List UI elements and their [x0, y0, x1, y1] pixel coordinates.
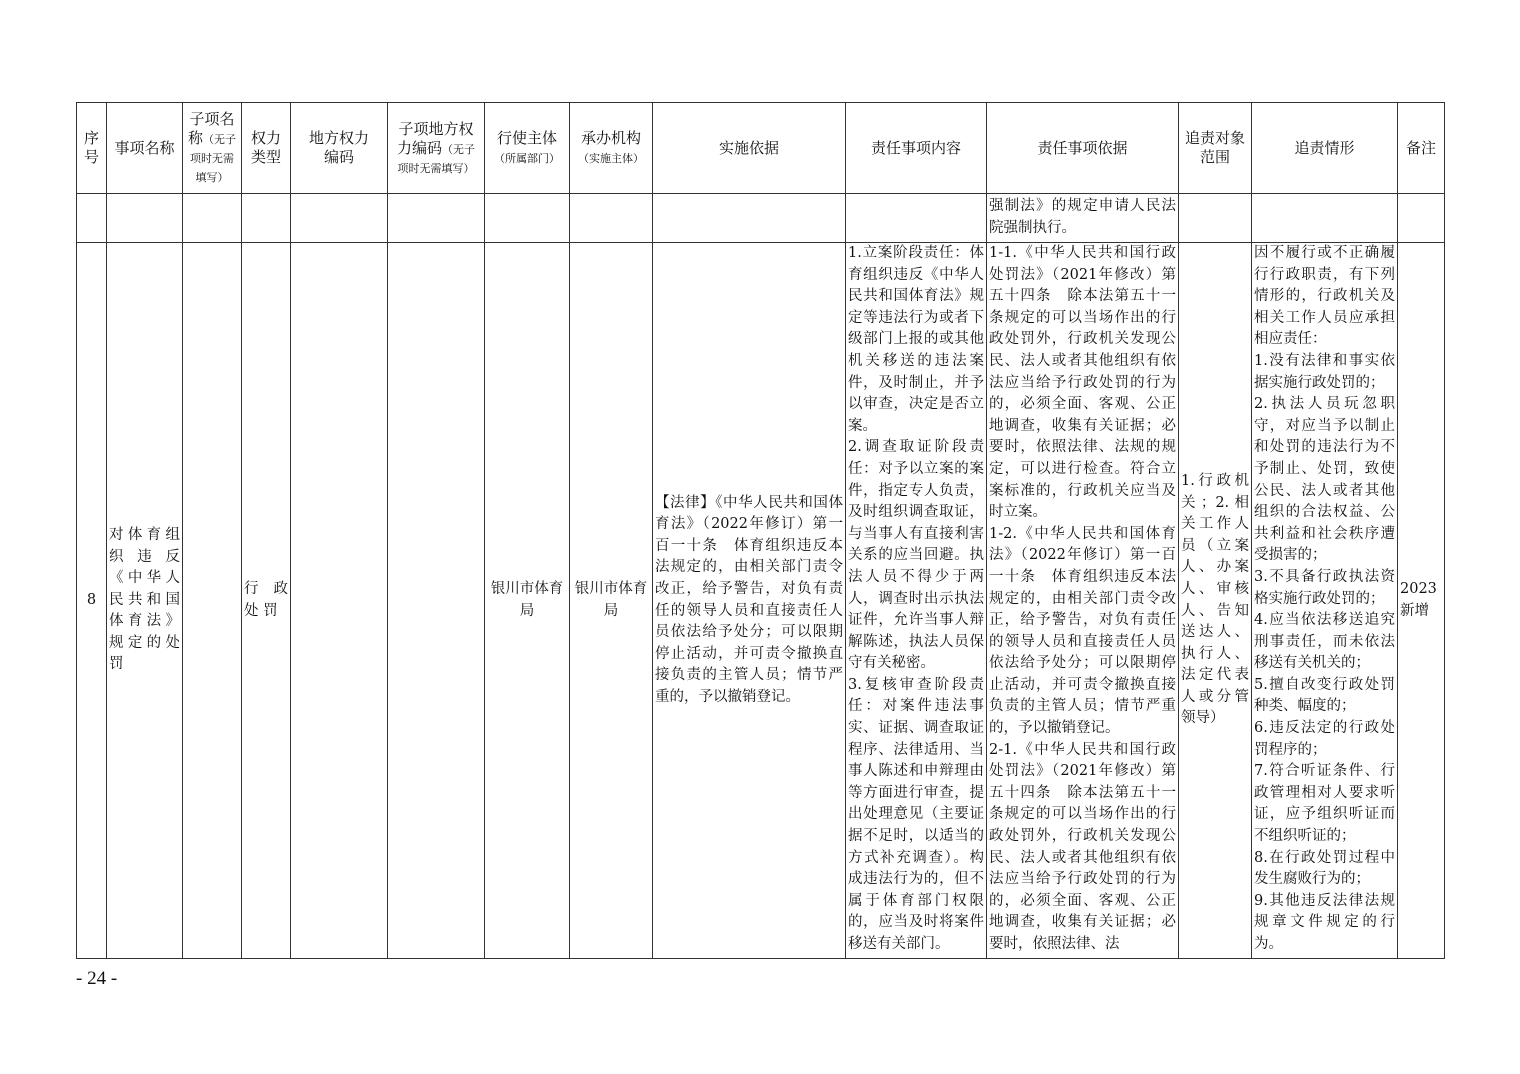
cell-item-name: 对体育组织违反《中华人民共和国体育法》规定的处罚 [107, 243, 183, 959]
header-sub-code-note: （无子 项时无需填写） [397, 142, 475, 175]
header-duty-basis: 责任事项依据 [987, 103, 1179, 194]
cont-cell [242, 194, 291, 243]
header-org [570, 103, 653, 194]
cont-cell [485, 194, 570, 243]
cell-seq: 8 [77, 243, 107, 959]
header-item-name: 事项名称 [107, 103, 183, 194]
header-duty-content: 责任事项内容 [846, 103, 987, 194]
cont-cell [653, 194, 846, 243]
header-sub-code [388, 103, 485, 194]
header-remark: 备注 [1398, 103, 1445, 194]
cont-cell [388, 194, 485, 243]
cont-cell [107, 194, 183, 243]
header-local-code: 地方权力 编码 [291, 103, 388, 194]
cont-duty-basis: 强制法》的规定申请人民法院强制执行。 [987, 194, 1179, 243]
header-scope: 追责对象 范围 [1179, 103, 1252, 194]
cont-cell [1179, 194, 1252, 243]
cell-remark: 2023新增 [1398, 243, 1445, 959]
cell-sub-code [388, 243, 485, 959]
header-subject-note: （所属部门） [494, 152, 560, 165]
header-sub-name [183, 103, 242, 194]
header-sub-name-main: 子项名 称 [187, 110, 235, 147]
cont-cell [291, 194, 388, 243]
cont-cell [846, 194, 987, 243]
header-org-note: （实施主体） [578, 152, 644, 165]
cell-duty-content: 1.立案阶段责任：体育组织违反《中华人民共和国体育法》规定等违法行为或者下级部门上报的或其他机关移送的违法案件，及时制止，并予以审查，决定是否立案。 2.调查取证阶段责任：对予以立案的案件，指定专人负责，及时组织调查取证，与当事人有直接利害关系的应当回避。执法人员不得少于两人，调查时出示执法证件，允许当事人辩解陈述，执法人员保守有关秘密。 3.复核审查阶段责任：对案件违法事实、证据、调查取证程序、法律适用、当事人陈述和申辩理由等方面进行审查，提出处理意见（主要证据不足时，以适当的方式补充调查）。构成违法行为的，但不属于体育部门权限的，应当及时将案件移送有关部门。 [846, 243, 987, 959]
cell-power-type: 行 政 处 罚 [242, 243, 291, 959]
cont-cell [570, 194, 653, 243]
header-row [77, 103, 1445, 194]
header-org-main: 承办机构 [580, 129, 641, 147]
page-number: - 24 - [76, 968, 118, 989]
cell-local-code [291, 243, 388, 959]
cont-cell [1398, 194, 1445, 243]
cell-scope: 1.行政机关；2.相关工作人员（立案人、办案人、审核人、告知送达人、执行人、法定代表人或分管领导） [1179, 243, 1252, 959]
header-subject-main: 行使主体 [496, 129, 557, 147]
header-sub-name-note: （无子 项时无需 填写） [190, 133, 236, 184]
header-power-type: 权力 类型 [242, 103, 291, 194]
cell-subject: 银川市体育局 [485, 243, 570, 959]
cell-situation: 因不履行或不正确履行行政职责，有下列情形的，行政机关及相关工作人员应承担相应责任： 1.没有法律和事实依据实施行政处罚的； 2.执法人员玩忽职守，对应当予以制止和处罚的违法行为不予制止、处罚，致使公民、法人或者其他组织的合法权益、公共利益和社会秩序遭受损害的； 3.不具备行政执法资格实施行政处罚的； 4.应当依法移送追究刑事责任，而未依法移送有关机关的； 5.擅自改变行政处罚种类、幅度的； 6.违反法定的行政处罚程序的； 7.符合听证条件、行政管理相对人要求听证，应予组织听证而不组织听证的； 8.在行政处罚过程中发生腐败行为的； 9.其他违反法律法规规章文件规定的行为。 [1252, 243, 1398, 959]
continued-row [77, 194, 1445, 243]
cont-cell [1252, 194, 1398, 243]
header-sub-code-main: 子项地方权 力编码 [396, 119, 474, 157]
header-seq: 序 号 [77, 103, 107, 194]
cont-cell [77, 194, 107, 243]
header-subject [485, 103, 570, 194]
cont-cell [183, 194, 242, 243]
responsibility-table [76, 102, 1445, 959]
header-basis: 实施依据 [653, 103, 846, 194]
cell-basis: 【法律】《中华人民共和国体育法》（2022年修订）第一百一十条 体育组织违反本法规定的，由相关部门责令改正，给予警告，对负有责任的领导人员和直接责任人员依法给予处分；可以限期停止活动，并可责令撤换直接负责的主管人员；情节严重的，予以撤销登记。 [653, 243, 846, 959]
cell-sub-name [183, 243, 242, 959]
cell-duty-basis: 1-1.《中华人民共和国行政处罚法》（2021年修改）第五十四条 除本法第五十一条规定的可以当场作出的行政处罚外，行政机关发现公民、法人或者其他组织有依法应当给予行政处罚的行为的，必须全面、客观、公正地调查，收集有关证据；必要时，依照法律、法规的规定，可以进行检查。符合立案标准的，行政机关应当及时立案。 1-2.《中华人民共和国体育法》（2022年修订）第一百一十条 体育组织违反本法规定的，由相关部门责令改正，给予警告，对负有责任的领导人员和直接责任人员依法给予处分；可以限期停止活动，并可责令撤换直接负责的主管人员；情节严重的，予以撤销登记。 2-1.《中华人民共和国行政处罚法》（2021年修改）第五十四条 除本法第五十一条规定的可以当场作出的行政处罚外，行政机关发现公民、法人或者其他组织有依法应当给予行政处罚的行为的，必须全面、客观、公正地调查，收集有关证据；必要时，依照法律、法 [987, 243, 1179, 959]
header-situation: 追责情形 [1252, 103, 1398, 194]
cell-org: 银川市体育局 [570, 243, 653, 959]
table-row [77, 243, 1445, 959]
